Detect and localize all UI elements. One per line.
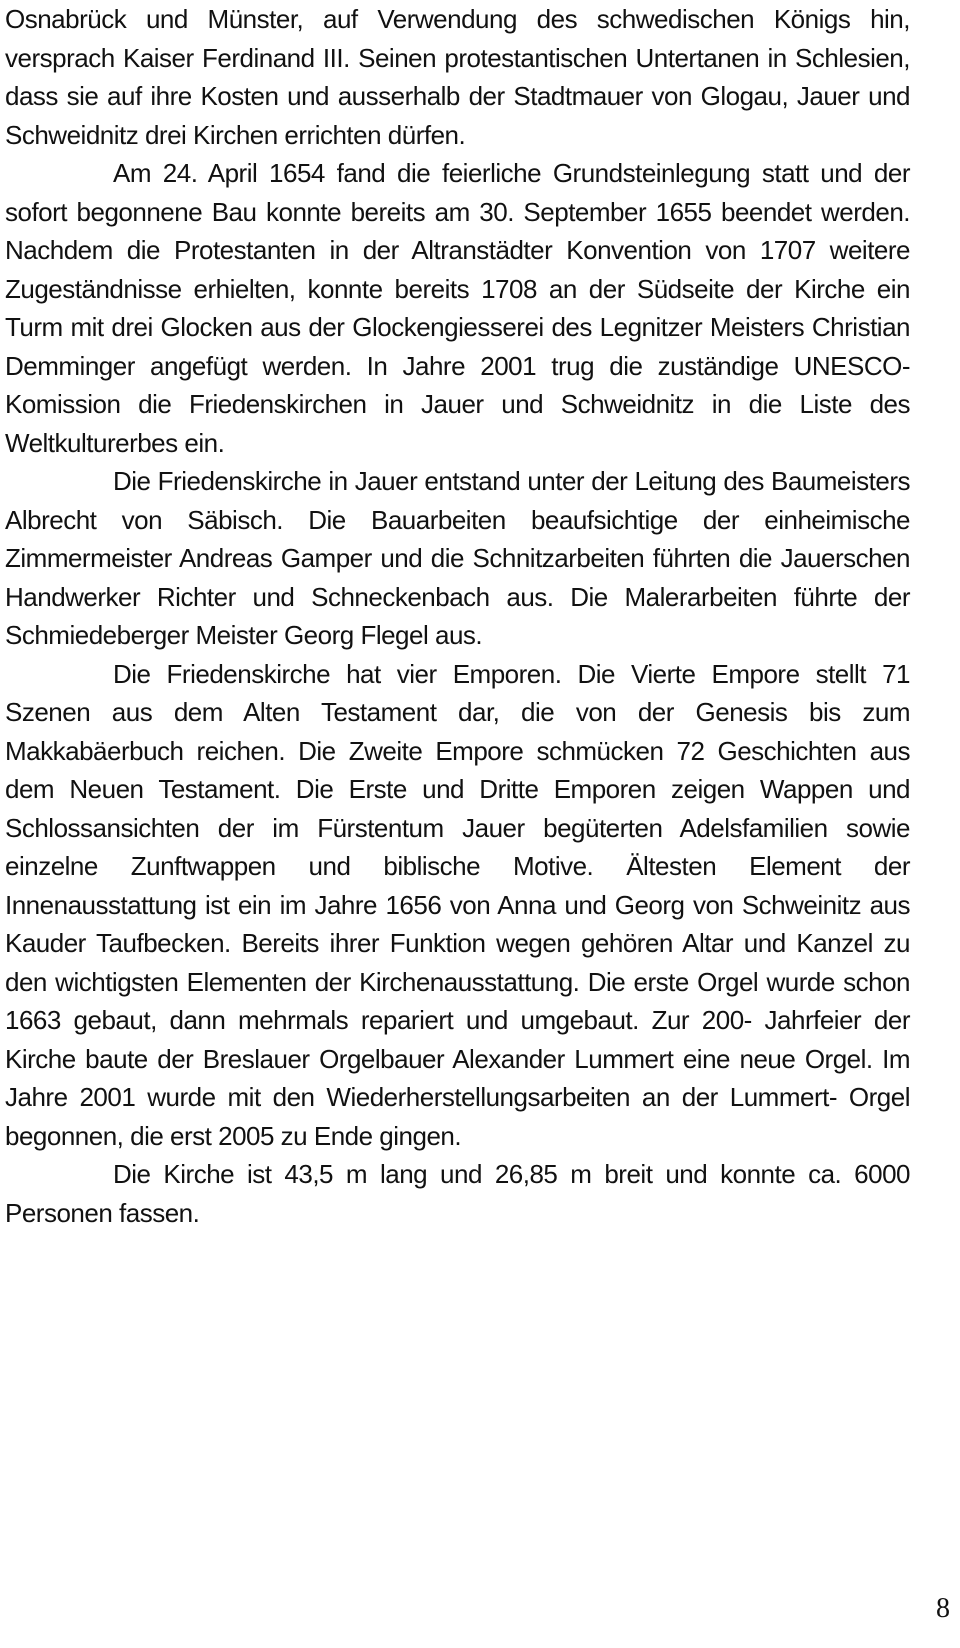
page-number: 8 xyxy=(936,1593,950,1624)
paragraph: Die Friedenskirche in Jauer entstand unter der Leitung des Baumeisters Albrecht von Säbisch. Die Bauarbeiten beaufsichtige der einheimische Zimmermeister Andreas Gamper und die Schnitzarbeiten führten die Jauerschen Handwerker Richter und Schneckenbach aus. Die Malerarbeiten führte der Schmiedeberger Meister Georg Flegel aus. xyxy=(5,466,910,650)
paragraph: Osnabrück und Münster, auf Verwendung des schwedischen Königs hin, versprach Kaiser Ferdinand III. Seinen protestantischen Untertanen in Schlesien, dass sie auf ihre Kosten und ausserhalb der Stadtmauer von Glogau, Jauer und Schweidnitz drei Kirchen errichten dürfen. xyxy=(5,4,910,150)
paragraph: Die Kirche ist 43,5 m lang und 26,85 m breit und konnte ca. 6000 Personen fassen. xyxy=(5,1159,910,1228)
body-text xyxy=(5,0,910,1232)
paragraph: Die Friedenskirche hat vier Emporen. Die Vierte Empore stellt 71 Szenen aus dem Alten Testament dar, die von der Genesis bis zum Makkabäerbuch reichen. Die Zweite Empore schmücken 72 Geschichten aus dem Neuen Testament. Die Erste und Dritte Emporen zeigen Wappen und Schlossansichten der im Fürstentum Jauer begüterten Adelsfamilien sowie einzelne Zunftwappen und biblische Motive. Ältesten Element der Innenausstattung ist ein im Jahre 1656 von Anna und Georg von Schweinitz aus Kauder Taufbecken. Bereits ihrer Funktion wegen gehören Altar und Kanzel zu den wichtigsten Elementen der Kirchenausstattung. Die erste Orgel wurde schon 1663 gebaut, dann mehrmals repariert und umgebaut. Zur 200- Jahrfeier der Kirche baute der Breslauer Orgelbauer Alexander Lummert eine neue Orgel. Im Jahre 2001 wurde mit den Wiederherstellungsarbeiten an der Lummert- Orgel begonnen, die erst 2005 zu Ende gingen. xyxy=(5,658,910,1151)
paragraph: Am 24. April 1654 fand die feierliche Grundsteinlegung statt und der sofort begonnene Bau konnte bereits am 30. September 1655 beendet werden. Nachdem die Protestanten in der Altranstädter Konvention von 1707 weitere Zugeständnisse erhielten, konnte bereits 1708 an der Südseite der Kirche ein Turm mit drei Glocken aus der Glockengiesserei des Legnitzer Meisters Christian Demminger angefügt werden. In Jahre 2001 trug die zuständige UNESCO- Komission die Friedenskirchen in Jauer und Schweidnitz in die Liste des Weltkulturerbes ein. xyxy=(5,158,910,458)
